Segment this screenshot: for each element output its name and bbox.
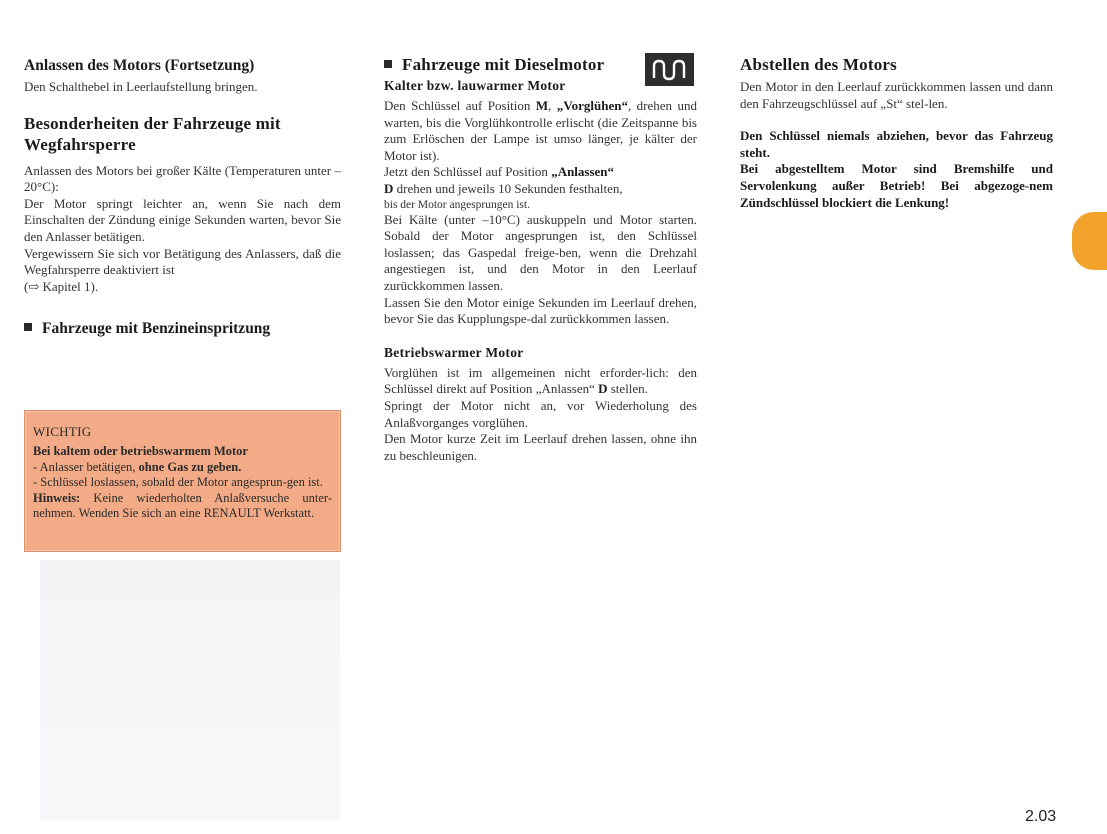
- text-kaelte-diesel: Bei Kälte (unter –10°C) auskuppeln und Motor starten. Sobald der Motor angesprungen ist, den Schlüssel loslassen; das Gaspedal freige-ben, wenn die Drehzahl angestiegen ist, und den Motor in den Leerlauf zurückkommen lassen.: [384, 211, 697, 293]
- text-vorgluehen: [384, 98, 697, 164]
- section-bullet-icon: [24, 323, 32, 331]
- position-d: D: [384, 180, 394, 196]
- position-m: M: [535, 98, 549, 113]
- heading-diesel-text: Fahrzeuge mit Dieselmotor: [402, 55, 605, 74]
- heading-benzin-text: Fahrzeuge mit Benzineinspritzung: [42, 320, 271, 338]
- warning-item-1: [33, 460, 332, 476]
- text-betriebswarm-c: stellen.: [607, 381, 648, 397]
- label-vorgluehen: „Vorglühen“: [556, 98, 628, 113]
- page-number: 2.03: [1025, 808, 1057, 825]
- text-springt-nicht: Springt der Motor nicht an, vor Wiederholung des Anlaßvorganges vorglühen.: [384, 397, 697, 430]
- subheading-betriebswarm: Betriebswarmer Motor: [384, 344, 524, 360]
- subheading-kalter-motor: Kalter bzw. lauwarmer Motor: [384, 78, 566, 93]
- warning-title: WICHTIG: [33, 424, 92, 439]
- chapter-tab-marker: [1072, 212, 1107, 270]
- text-kaelte: Anlassen des Motors bei großer Kälte (Temperaturen unter –20°C):: [24, 162, 341, 195]
- text-betriebswarm: [384, 365, 697, 398]
- text-vorgluehen-e: , drehen und warten, bis die Vorglühkontrolle erlischt (die Zeitspanne bis zum Erlöschen der Lampe ist umso länger, je kälter der Motor ist).: [384, 98, 698, 163]
- text-schalthebel: Den Schalthebel in Leerlaufstellung bringen.: [24, 79, 258, 94]
- glow-plug-icon: [645, 53, 694, 86]
- position-d-2: D: [598, 381, 608, 397]
- warning-item-2: - Schlüssel loslassen, sobald der Motor angesprun-gen ist.: [33, 475, 323, 489]
- heading-abstellen: Abstellen des Motors: [740, 55, 897, 74]
- warning-box: [24, 410, 341, 552]
- heading-anlassen: Anlassen des Motors (Fortsetzung): [24, 57, 255, 74]
- text-anlassen-d: drehen und jeweils 10 Sekunden festhalten,: [393, 180, 623, 196]
- warning-subtitle: [33, 444, 332, 460]
- text-vorgluehen-a: Den Schlüssel auf Position: [384, 98, 536, 113]
- heading-benzin: [24, 319, 341, 338]
- background-shade: [40, 560, 340, 820]
- text-zuendung: Der Motor springt leichter an, wenn Sie nach dem Einschalten der Zündung einige Sekunden warten, bevor Sie den Anlasser betätigen.: [24, 195, 341, 244]
- warning-note-text: Keine wiederholten Anlaßversuche unter-nehmen. Wenden Sie sich an eine RENAULT Werkstatt.: [33, 490, 332, 520]
- warning-bremshilfe: [740, 161, 1053, 211]
- text-leerlauf: Lassen Sie den Motor einige Sekunden im Leerlauf drehen, bevor Sie das Kupplungspe-dal zurückkommen lassen.: [384, 294, 697, 327]
- column-right: [740, 54, 1053, 211]
- warning-note: [33, 491, 332, 522]
- text-kurze-zeit: Den Motor kurze Zeit im Leerlauf drehen lassen, ohne ihn zu beschleunigen.: [384, 431, 697, 463]
- warning-note-label: Hinweis:: [33, 490, 81, 505]
- column-left: [24, 54, 341, 338]
- text-angesprungen: bis der Motor angesprungen ist.: [384, 198, 530, 211]
- warning-schluessel: [740, 128, 1053, 161]
- warning-bremshilfe-text: Bei abgestelltem Motor sind Bremshilfe und Servolenkung außer Betrieb! Bei abgezoge-nem Zündschlüssel blockiert die Lenkung!: [740, 161, 1053, 210]
- column-middle: [384, 54, 697, 464]
- warning-schluessel-text: Den Schlüssel niemals abziehen, bevor das Fahrzeug steht.: [740, 128, 1053, 160]
- text-anlassen: [384, 164, 697, 197]
- text-betriebswarm-a: Vorglühen ist im allgemeinen nicht erforder-lich: den Schlüssel direkt auf Position „Anlassen“: [384, 364, 697, 397]
- chapter-reference: (⇨ Kapitel 1).: [24, 278, 99, 294]
- warning-subtitle-text: Bei kaltem oder betriebswarmem Motor: [33, 444, 248, 458]
- glow-plug-icon-graphic: [650, 58, 690, 82]
- section-bullet-icon: [384, 60, 392, 68]
- heading-wegfahrsperre: Besonderheiten der Fahrzeuge mit Wegfahrsperre: [24, 113, 281, 154]
- warning-item-1-bold: ohne Gas zu geben.: [138, 459, 242, 474]
- warning-item-1-text: - Anlasser betätigen,: [33, 459, 139, 474]
- label-anlassen: „Anlassen“: [551, 164, 615, 180]
- text-anlassen-a: Jetzt den Schlüssel auf Position: [384, 164, 552, 180]
- text-vorgluehen-c: ,: [548, 98, 557, 113]
- text-abstellen: Den Motor in den Leerlauf zurückkommen lassen und dann den Fahrzeugschlüssel auf „St“ stel-len.: [740, 79, 1053, 111]
- text-vergewissern: Vergewissern Sie sich vor Betätigung des Anlassers, daß die Wegfahrsperre deaktiviert ist: [24, 245, 341, 278]
